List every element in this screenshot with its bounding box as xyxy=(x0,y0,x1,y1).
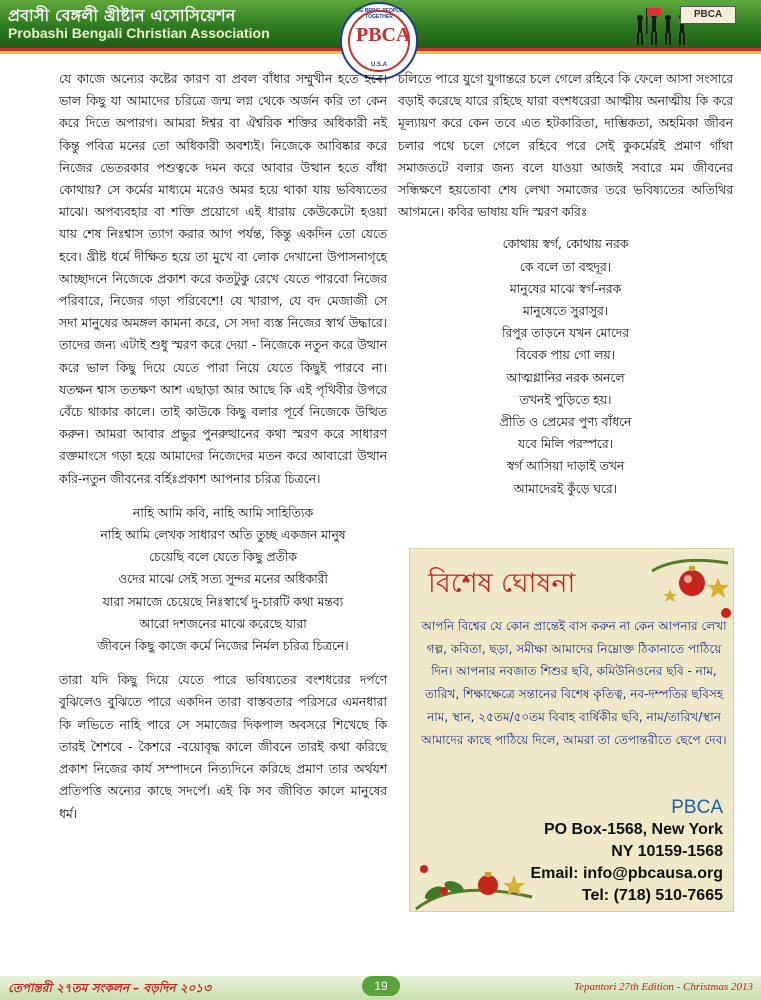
logo-mark: PBCA xyxy=(356,24,411,46)
contact-address-line1: PO Box-1568, New York xyxy=(543,821,723,838)
association-title-english: Probashi Bengali Christian Association xyxy=(8,25,270,41)
poem-line: নাহি আমি কবি, নাহি আমি সাহিত্যিক xyxy=(132,505,314,520)
poem-line: আমাদেরই কুঁড়ে ঘরে। xyxy=(513,481,618,496)
right-column xyxy=(398,68,733,500)
footer-edition-english: Tepantori 27th Edition - Christmas 2013 xyxy=(574,981,753,993)
contact-address-line2: NY 10159-1568 xyxy=(611,843,723,860)
left-poem xyxy=(59,502,387,657)
poem-line: বিবেক পায় গো লয়। xyxy=(515,348,616,363)
poem-line: যারা সমাজে চেয়েছে নিঃস্বার্থে দু-চারটি কথা মন্তব্য xyxy=(102,594,344,609)
contact-email[interactable]: Email: info@pbcausa.org xyxy=(530,865,723,882)
christmas-ornament-icon xyxy=(648,553,732,623)
pbca-badge: PBCA xyxy=(680,6,736,24)
poem-line: তখনই পুড়িতে হয়। xyxy=(519,392,612,407)
poem-line: কোথায় স্বর্গ, কোথায় নরক xyxy=(502,237,629,252)
poem-line: স্বর্গ আসিয়া দাড়াই তখন xyxy=(506,459,625,474)
poem-line: মানুষেতে সুরাসুর। xyxy=(522,304,609,319)
poem-line: নাহি আমি লেখক সাধারণ অতি তুচ্ছ একজন মানুষ xyxy=(100,528,346,543)
poem-line: কে বলে তা বহুদূর। xyxy=(519,259,612,274)
left-column xyxy=(59,68,387,825)
right-poem xyxy=(398,233,733,499)
contact-phone: Tel: (718) 510-7665 xyxy=(581,887,723,904)
poem-line: জীবনে কিছু কাজে কর্মে নিজের নির্মল চরিত্র চিত্রনে। xyxy=(97,639,349,654)
footer-edition-bengali: তেপান্তরী ২৭তম সংকলন – বড়দিন ২০১৩ xyxy=(8,981,211,995)
poem-line: ওদের মাঝে সেই সত্য সুন্দর মনের অধিকারী xyxy=(118,572,328,587)
right-paragraph-1: চলিতে পারে যুগে যুগান্তরে চলে গেলে রহিবে কি ফেলে আসা সংসারে বড়াই করেছে যারে রহিছে যারা বংশধরেরা আত্মীয় অনাত্মীয় কি করে মূল্যায়ণ করে কেন তবে এত হটকারিতা, দাম্ভিকতা, অহমিকা জীবন চলার পথে চলে গেলে রহিবে পরে সেই কুকর্মেরই প্রমাণ গাঁথা সমাজতটে বলার জন্য বলে যাওয়া আজই সবারে মম জীবনের সন্ধিক্ষণে হয়তোবা শেষ লেখা সমাজের তরে ভবিষ্যতের অতিথির আগমনে। কবির ভাষায় যদি স্মরণ করিঃ xyxy=(398,72,733,220)
left-paragraph-1: যে কাজে অন্যের কষ্টের কারণ বা প্রবল বাঁধার সম্মুখীন হতে হবে। ভাল কিছু যা আমাদের চরিত্রে জন্ম লগ্ন থেকে অর্জন করি তা কেন করে দিতে অপারগ। আমরা ঈশ্বর বা ঐশ্বরিক শক্তির অধিকারী নই কিন্তু পবিত্র মনের তো অধিকারী অবশ্যই। নিজেকে আবিষ্কার করে নিজের ভেতরকার পশুত্বকে দমন করে আবার উত্থান হতে বাঁধা কোথায়? সে কর্মের মাধ্যমে মরেও অমর হয়ে থাকা যায় ভবিষ্যতের মাঝে। অপব্যবহার বা শক্তি প্রয়োগে এই ধারায় কেউকেটো হওয়া যায় শেষ নিঃশ্বাস ত্যাগ করার আগ পর্যন্ত, কিন্তু একদিন তো যেতে হবে। খ্রীষ্ট ধর্মে দীক্ষিত হয়ে তা মুখে বা লোক দেখানো উপাসনাগৃহে আচ্ছাদনে নিজেকে প্রকাশ করে কতটুকু রেখে যেতে পারবো নিজের পরিবারে, নিজের গড়া পরিবেশে! যে খারাপ, যে বদ মেজাজী সে সদা মানুষের অমঙ্গল কামনা করে, সে সদা ব্যস্ত নিজের স্বার্থ উদ্ধারে। তাদের জন্য এটাই শুধু স্মরণ করে দেয়া - নিজেকে নতুন করে উত্থান করে ভাল কিছু দিয়ে যেতে পারা নিয়ে যেতে কিছুই পারবে না। যতক্ষন শ্বাস ততক্ষণ আশ এছাড়া আর আছে কি এই পৃথিবীর উপরে বেঁচে থাকার কালে। তাই কাউকে কিছু বলার পূর্বে নিজেকে উত্থিত করুন। আমরা আবার প্রভুর পুনরুত্থানের কথা স্মরণ করে সাধারণ রক্তমাংসে গড়া হয়ে আমাদের নিজেদের মতন করে আবারো উত্থান করি-নতুন জীবনের বর্হিঃপ্রকাশ আপনার চরিত্র চিত্রনে। xyxy=(59,72,387,486)
contact-block xyxy=(530,797,723,907)
poem-line: মানুষের মাঝে স্বর্গ-নরক xyxy=(509,281,622,296)
holly-decoration-icon xyxy=(414,839,534,911)
logo-country: U.S.A xyxy=(370,62,387,68)
contact-org: PBCA xyxy=(671,797,723,818)
poem-line: আত্মগ্লানির নরক অনলে xyxy=(506,370,625,385)
association-title-bengali: প্রবাসী বেঙ্গলী খ্রীষ্টান এসোসিয়েশন xyxy=(8,6,236,25)
poem-line: যবে মিলি পরস্পরে। xyxy=(517,437,614,452)
poem-line: প্রীতি ও প্রেমের পুণ্য বাঁধনে xyxy=(499,415,632,430)
poem-line: রিপুর তাড়নে যখন মোদের xyxy=(501,326,630,341)
poem-line: আরো দশজনের মাঝে করেছে যারা xyxy=(139,616,307,631)
announcement-text: আপনি বিশ্বের যে কোন প্রান্তেই বাস করুন না কেন আপনার লেখা গল্প, কবিতা, ছড়া, সমীক্ষা আমাদের নিম্নোক্ত ঠিকানাতে পাঠিয়ে দিন। আপনার নবজাত শিশুর ছবি, কমিউনিওনের ছবি - নাম, তারিখ, শিক্ষাক্ষেত্রে সন্তানের বিশেষ কৃতিত্ব, নব-দম্পতির ছবিসহ নাম, স্থান, ২৫তম/৫০তম বিবাহ বার্ষিকীর ছবি, নাম/তারিখ/স্থান আমাদের কাছে পাঠিয়ে দিলে, আমরা তা তেপান্তরীতে ছেপে দেব। xyxy=(421,619,727,747)
page-number: 19 xyxy=(362,976,400,996)
logo-motto: WE BRING PEOPLE TOGETHER xyxy=(355,8,403,20)
left-paragraph-2: তারা যদি কিছু দিয়ে যেতে পারে ভবিষ্যতের বংশধরের দর্পণে বুঝিলেও বুঝিতে পারে একদিন তারা বাস্তবতার পরিসরে এমনধারা কি লভিতে নাহি পারে সে সমাজের দিকপাল অবসরে শিখেছে কি তারই শৈশবে - কৈশরে -বয়োবৃদ্ধ কালে জীবনে তারই কথা করিছে প্রকাশ নিজের কার্য সম্পাদনে নিত্যদিনে করিছে প্রমাণ তার অর্থযশ প্রতিপত্তি অন্যের কাছে সদর্পে। এই কি সব জীবিত কালে মানুষের ধর্ম। xyxy=(59,673,387,821)
announcement-box xyxy=(409,548,734,912)
poem-line: চেয়েছি বলে যেতে কিছু প্রতীক xyxy=(149,550,297,565)
announcement-title: বিশেষ ঘোষনা xyxy=(428,568,576,599)
